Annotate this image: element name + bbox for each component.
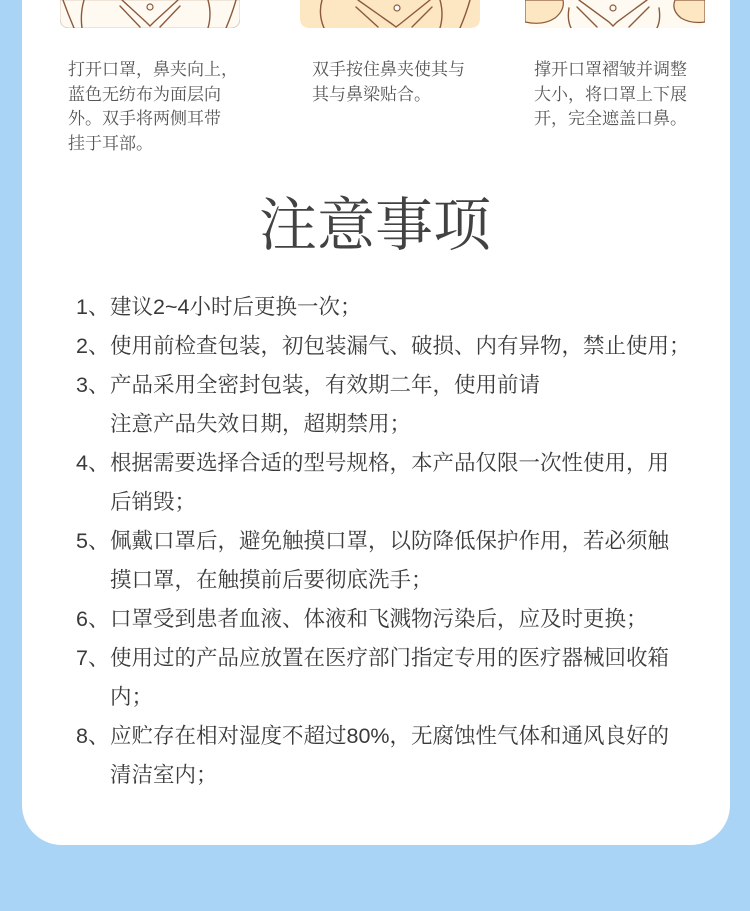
caption-line: 挂于耳部。 <box>68 133 153 153</box>
collar-button <box>394 5 400 11</box>
notice-item-1 <box>76 288 691 327</box>
item-line: 佩戴口罩后，避免触摸口罩，以防降低保护作用，若必须触 <box>110 529 670 553</box>
step-1-caption <box>68 58 238 156</box>
item-number: 7、 <box>76 646 110 670</box>
item-number: 4、 <box>76 451 110 475</box>
notice-item-8 <box>76 717 691 795</box>
item-number: 1、 <box>76 295 110 319</box>
item-text <box>110 717 669 795</box>
notice-list <box>76 288 691 795</box>
caption-line: 蓝色无纺布为面层向 <box>68 84 221 104</box>
item-line: 产品采用全密封包装，有效期二年，使用前请 <box>110 373 541 397</box>
item-line: 注意产品失效日期，超期禁用； <box>110 412 412 436</box>
item-line: 内； <box>110 685 154 709</box>
notice-item-4 <box>76 444 691 522</box>
item-text <box>110 522 669 600</box>
illustration-frame <box>300 0 480 28</box>
item-text <box>110 600 648 639</box>
notice-item-3 <box>76 366 691 444</box>
caption-line: 其与鼻梁贴合。 <box>312 84 431 104</box>
item-number: 6、 <box>76 607 110 631</box>
item-text <box>110 288 361 327</box>
item-number: 3、 <box>76 373 110 397</box>
item-line: 清洁室内； <box>110 763 218 787</box>
notice-title: 注意事项 <box>258 193 491 258</box>
item-number: 5、 <box>76 529 110 553</box>
notice-item-2 <box>76 327 691 366</box>
item-line: 摸口罩，在触摸前后要彻底洗手； <box>110 568 433 592</box>
caption-line: 撑开口罩褶皱并调整 <box>534 60 687 79</box>
item-number: 2、 <box>76 334 110 358</box>
item-text <box>110 444 669 522</box>
caption-line: 打开口罩，鼻夹向上， <box>68 60 238 79</box>
item-line: 口罩受到患者血液、体液和飞溅物污染后，应及时更换； <box>110 607 648 631</box>
caption-line: 双手按住鼻夹使其与 <box>312 60 465 79</box>
item-line: 使用过的产品应放置在医疗部门指定专用的医疗器械回收箱 <box>110 646 670 670</box>
step-2-caption <box>312 58 465 107</box>
step-3-caption <box>534 58 687 132</box>
item-line: 根据需要选择合适的型号规格，本产品仅限一次性使用，用 <box>110 451 670 475</box>
step-3-illustration <box>525 0 705 28</box>
step-1-illustration <box>60 0 240 28</box>
notice-item-6 <box>76 600 691 639</box>
item-line: 应贮存在相对湿度不超过80%，无腐蚀性气体和通风良好的 <box>110 724 670 748</box>
item-line: 使用前检查包装，初包装漏气、破损、内有异物，禁止使用； <box>110 334 691 358</box>
notice-item-7 <box>76 639 691 717</box>
caption-line: 开，完全遮盖口鼻。 <box>534 109 687 129</box>
caption-line: 外。双手将两侧耳带 <box>68 109 221 129</box>
item-text <box>110 366 540 444</box>
step-2-illustration <box>300 0 480 28</box>
item-line: 后销毁； <box>110 490 197 514</box>
item-text <box>110 639 669 717</box>
caption-line: 大小，将口罩上下展 <box>534 84 687 104</box>
item-number: 8、 <box>76 724 110 748</box>
notice-item-5 <box>76 522 691 600</box>
item-line: 建议2~4小时后更换一次； <box>110 295 362 319</box>
item-text <box>110 327 691 366</box>
